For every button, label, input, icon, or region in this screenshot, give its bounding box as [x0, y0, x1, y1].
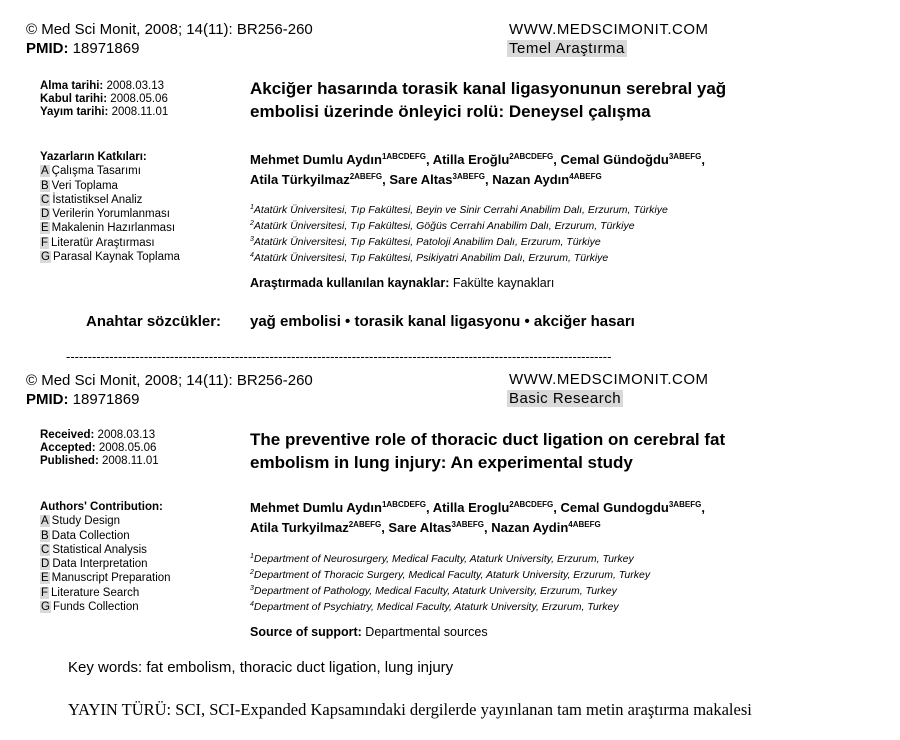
contrib-text: Data Collection	[51, 529, 130, 542]
affil-text: Atatürk Üniversitesi, Tıp Fakültesi, Psikiyatri Anabilim Dalı, Erzurum, Türkiye	[253, 252, 609, 264]
author-name: Sare Altas	[389, 172, 453, 187]
en-pmid-value: 18971869	[72, 391, 140, 408]
tr-authors-line1	[250, 148, 705, 168]
contrib-letter: D	[41, 208, 50, 221]
section-divider: ------------------------------------------------------------------------------------------------------------------------------	[66, 349, 612, 364]
affil-num: 3	[250, 236, 254, 243]
affiliation	[250, 582, 650, 598]
author-sep: ,	[701, 152, 705, 167]
date-label: Received:	[40, 429, 95, 441]
en-support-label: Source of support:	[250, 625, 362, 639]
contrib-letter: F	[41, 586, 49, 599]
date-label: Alma tarihi:	[40, 80, 104, 92]
contrib-item	[40, 529, 171, 543]
tr-section-label: Temel Araştırma	[509, 40, 625, 57]
date-value: 2008.03.13	[106, 80, 165, 92]
affil-num: 3	[250, 585, 254, 592]
en-authors	[250, 496, 705, 536]
contrib-text: Parasal Kaynak Toplama	[52, 251, 180, 264]
contrib-text: Verilerin Yorumlanması	[52, 208, 170, 221]
author-name: Cemal Gundogdu	[560, 500, 669, 515]
tr-site-url[interactable]: WWW.MEDSCIMONIT.COM	[509, 21, 709, 38]
contrib-item	[40, 164, 180, 178]
en-site-url[interactable]: WWW.MEDSCIMONIT.COM	[509, 371, 709, 388]
en-section-badge	[507, 390, 623, 407]
contrib-text: Çalışma Tasarımı	[51, 165, 141, 178]
author-sup: 2ABCDEFG	[509, 500, 554, 509]
affiliation	[250, 598, 650, 614]
affiliation	[250, 217, 668, 233]
contrib-item	[40, 250, 180, 264]
affil-text: Department of Thoracic Surgery, Medical Faculty, Ataturk University, Erzurum, Turkey	[253, 569, 651, 581]
tr-support-label: Araştırmada kullanılan kaynaklar:	[250, 276, 450, 290]
publication-type: YAYIN TÜRÜ: SCI, SCI-Expanded Kapsamındaki dergilerde yayınlanan tam metin araştırma makalesi	[68, 700, 752, 719]
affil-text: Department of Neurosurgery, Medical Faculty, Ataturk University, Erzurum, Turkey	[253, 553, 634, 565]
contrib-text: Literatür Araştırması	[51, 236, 155, 249]
affiliation	[250, 566, 650, 582]
affil-text: Department of Psychiatry, Medical Faculty, Ataturk University, Erzurum, Turkey	[253, 601, 619, 613]
date-label: Kabul tarihi:	[40, 93, 108, 105]
affil-num: 1	[250, 553, 254, 560]
title-line: embolisi üzerinde önleyici rolü: Deneysel çalışma	[250, 102, 651, 121]
author-sep: ,	[553, 152, 561, 167]
contrib-letter: A	[41, 515, 49, 528]
affil-num: 4	[250, 252, 254, 259]
date-value: 2008.11.01	[111, 106, 169, 118]
affil-num: 2	[250, 220, 254, 227]
author-name: Atila Turkyilmaz	[250, 520, 349, 535]
affiliation	[250, 201, 668, 217]
date-value: 2008.11.01	[101, 455, 159, 467]
author-sep: ,	[382, 172, 390, 187]
title-line: The preventive role of thoracic duct ligation on cerebral fat	[250, 430, 726, 449]
author-sup: 1ABCDEFG	[381, 500, 426, 509]
tr-date-received	[40, 80, 168, 93]
en-dates	[40, 429, 159, 468]
author-name: Atilla Eroglu	[432, 500, 510, 515]
contrib-letter: A	[41, 165, 49, 178]
affil-text: Atatürk Üniversitesi, Tıp Fakültesi, Patoloji Anabilim Dalı, Erzurum, Türkiye	[253, 236, 601, 248]
author-sep: ,	[484, 172, 493, 187]
contrib-letter: F	[41, 236, 49, 249]
contrib-text: İstatistiksel Analiz	[52, 193, 143, 206]
en-contrib-heading: Authors' Contribution:	[40, 501, 163, 513]
author-sep: ,	[553, 500, 561, 515]
author-sep: ,	[381, 520, 389, 535]
contrib-letter: B	[41, 529, 49, 542]
contrib-letter: E	[41, 572, 49, 585]
author-name: Cemal Gündoğdu	[560, 152, 669, 167]
author-name: Nazan Aydin	[491, 520, 569, 535]
affil-num: 4	[250, 601, 254, 608]
affil-num: 1	[250, 204, 254, 211]
author-name: Atilla Eroğlu	[432, 152, 510, 167]
author-sup: 3ABEFG	[668, 500, 702, 509]
en-support-value: Departmental sources	[365, 625, 488, 639]
contrib-item	[40, 571, 171, 585]
title-line: embolism in lung injury: An experimental study	[250, 453, 633, 472]
author-sup: 3ABEFG	[668, 152, 702, 161]
author-sup: 3ABEFG	[452, 172, 485, 181]
tr-section-badge	[507, 40, 627, 57]
tr-pmid-value: 18971869	[72, 40, 140, 57]
author-sup: 1ABCDEFG	[381, 152, 426, 161]
tr-source-of-support	[250, 276, 554, 290]
tr-authors	[250, 148, 705, 188]
title-line: Akciğer hasarında torasik kanal ligasyonunun serebral yağ	[250, 79, 727, 98]
contrib-item	[40, 193, 180, 207]
contrib-item	[40, 557, 171, 571]
contrib-item	[40, 236, 180, 250]
contrib-item	[40, 179, 180, 193]
contrib-text: Makalenin Hazırlanması	[51, 222, 176, 235]
contrib-text: Statistical Analysis	[52, 543, 147, 556]
affiliation	[250, 249, 668, 265]
en-article-title	[250, 428, 725, 474]
en-authors-line1	[250, 496, 705, 516]
author-sup: 4ABEFG	[569, 172, 602, 181]
author-sep: ,	[483, 520, 492, 535]
tr-affiliations	[250, 201, 668, 265]
en-date-received	[40, 429, 159, 442]
author-sup: 2ABEFG	[348, 520, 382, 529]
tr-citation: © Med Sci Monit, 2008; 14(11): BR256-260	[26, 21, 313, 38]
date-value: 2008.05.06	[98, 442, 157, 454]
contrib-item	[40, 207, 180, 221]
contrib-letter: G	[41, 601, 50, 614]
en-authors-line2	[250, 516, 705, 536]
contrib-item	[40, 600, 171, 614]
tr-keywords: yağ embolisi • torasik kanal ligasyonu • akciğer hasarı	[250, 313, 635, 330]
contrib-text: Data Interpretation	[52, 558, 148, 571]
en-affiliations	[250, 550, 650, 614]
en-contributions	[40, 500, 171, 614]
date-label: Accepted:	[40, 442, 96, 454]
author-sep: ,	[425, 500, 433, 515]
affiliation	[250, 233, 668, 249]
en-source-of-support	[250, 625, 488, 639]
affil-text: Department of Pathology, Medical Faculty, Ataturk University, Erzurum, Turkey	[253, 585, 617, 597]
en-date-accepted	[40, 442, 159, 455]
contrib-item	[40, 514, 171, 528]
tr-pmid-label: PMID:	[26, 40, 69, 57]
affil-num: 2	[250, 569, 254, 576]
en-pmid-label: PMID:	[26, 391, 69, 408]
affil-text: Atatürk Üniversitesi, Tıp Fakültesi, Göğüs Cerrahi Anabilim Dalı, Erzurum, Türkiye	[253, 220, 635, 232]
en-date-published	[40, 455, 159, 468]
tr-support-value: Fakülte kaynakları	[452, 276, 555, 290]
tr-pmid	[26, 40, 139, 57]
author-name: Atila Türkyilmaz	[250, 172, 350, 187]
en-keywords: Key words: fat embolism, thoracic duct ligation, lung injury	[68, 659, 454, 676]
contrib-letter: E	[41, 222, 49, 235]
tr-date-accepted	[40, 93, 168, 106]
tr-keywords-label: Anahtar sözcükler:	[86, 313, 222, 330]
contrib-item	[40, 221, 180, 235]
author-sup: 2ABEFG	[349, 172, 383, 181]
tr-article-title	[250, 77, 726, 123]
author-name: Mehmet Dumlu Aydın	[250, 152, 382, 167]
tr-authors-line2	[250, 168, 705, 188]
contrib-text: Literature Search	[51, 586, 140, 599]
date-value: 2008.05.06	[110, 93, 168, 105]
author-sep: ,	[425, 152, 433, 167]
affil-text: Atatürk Üniversitesi, Tıp Fakültesi, Beyin ve Sinir Cerrahi Anabilim Dalı, Erzurum, Türkiye	[253, 204, 668, 216]
contrib-item	[40, 586, 171, 600]
author-name: Mehmet Dumlu Aydın	[250, 500, 382, 515]
contrib-text: Study Design	[51, 515, 121, 528]
author-sup: 3ABEFG	[451, 520, 484, 529]
author-sep: ,	[701, 500, 705, 515]
en-pmid	[26, 391, 139, 408]
tr-dates	[40, 80, 168, 119]
date-label: Yayım tarihi:	[40, 106, 109, 118]
author-sup: 4ABEFG	[568, 520, 601, 529]
tr-date-published	[40, 106, 168, 119]
contrib-letter: C	[41, 543, 50, 556]
contrib-item	[40, 543, 171, 557]
contrib-letter: G	[41, 251, 50, 264]
contrib-letter: D	[41, 558, 50, 571]
contrib-letter: C	[41, 193, 50, 206]
author-name: Nazan Aydın	[492, 172, 570, 187]
tr-contributions	[40, 150, 180, 264]
affiliation	[250, 550, 650, 566]
en-section-label: Basic Research	[509, 390, 622, 407]
en-citation: © Med Sci Monit, 2008; 14(11): BR256-260	[26, 372, 313, 389]
date-label: Published:	[40, 455, 99, 467]
contrib-text: Manuscript Preparation	[51, 572, 171, 585]
contrib-letter: B	[41, 179, 49, 192]
author-sup: 2ABCDEFG	[509, 152, 554, 161]
contrib-text: Veri Toplama	[51, 179, 118, 192]
author-name: Sare Altas	[388, 520, 452, 535]
contrib-text: Funds Collection	[52, 601, 139, 614]
date-value: 2008.03.13	[97, 429, 156, 441]
tr-contrib-heading: Yazarların Katkıları:	[40, 151, 147, 163]
